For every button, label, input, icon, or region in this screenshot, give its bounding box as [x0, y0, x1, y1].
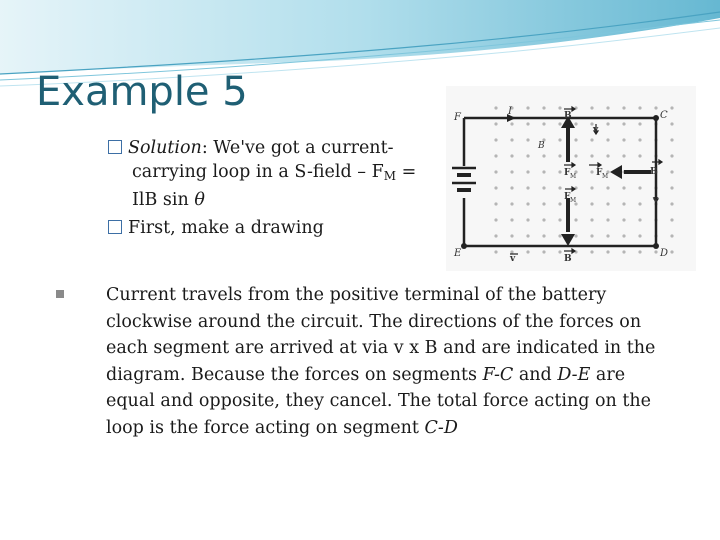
field-dot	[622, 202, 625, 205]
field-dot	[670, 202, 673, 205]
field-dot	[526, 234, 529, 237]
label-I: I	[508, 106, 512, 117]
field-dot	[510, 218, 513, 221]
label-C: C	[660, 110, 668, 121]
field-dot	[638, 218, 641, 221]
field-dot	[606, 138, 609, 141]
field-dot	[670, 106, 673, 109]
field-dot	[558, 170, 561, 173]
field-dot	[558, 250, 561, 253]
label-B-top: B	[564, 111, 572, 121]
label-v-top: v	[593, 125, 599, 135]
field-dot	[574, 122, 577, 125]
field-dot	[638, 154, 641, 157]
field-dot	[670, 138, 673, 141]
label-B-bottom: B	[564, 254, 572, 264]
field-dot	[510, 202, 513, 205]
field-dot	[494, 154, 497, 157]
field-dot	[638, 138, 641, 141]
field-dot	[558, 186, 561, 189]
field-dot	[622, 250, 625, 253]
field-dot	[526, 218, 529, 221]
field-dot	[574, 234, 577, 237]
field-dot	[606, 106, 609, 109]
field-dot	[638, 234, 641, 237]
slide-title: Example 5	[36, 69, 248, 115]
bullet-marker	[108, 220, 122, 234]
field-dot	[622, 186, 625, 189]
drawing-text: First, make a drawing	[128, 218, 324, 238]
field-dot	[590, 154, 593, 157]
field-dot	[542, 186, 545, 189]
solution-text: : We've got a current-carrying loop in a S-field – F	[132, 138, 394, 182]
field-dot	[590, 106, 593, 109]
field-dot	[526, 122, 529, 125]
field-dot	[670, 234, 673, 237]
field-dot	[606, 202, 609, 205]
field-dot	[670, 122, 673, 125]
field-dot	[670, 170, 673, 173]
field-dot	[574, 138, 577, 141]
label-FM-center-sub: M	[570, 197, 577, 204]
field-dot	[510, 154, 513, 157]
field-dot	[622, 154, 625, 157]
label-B: B	[538, 141, 545, 151]
field-dot	[494, 122, 497, 125]
field-dot	[494, 234, 497, 237]
label-B-right: B	[650, 167, 658, 177]
field-dot	[590, 202, 593, 205]
label-D: D	[660, 248, 669, 259]
field-dot	[542, 202, 545, 205]
field-dot	[494, 106, 497, 109]
equation-tail: = IlB sin	[132, 162, 417, 210]
field-dot	[494, 202, 497, 205]
field-dot	[510, 186, 513, 189]
explanation-paragraph	[56, 282, 666, 441]
field-dot	[638, 250, 641, 253]
bullet-list	[108, 136, 438, 240]
field-dot	[606, 234, 609, 237]
field-dot	[558, 154, 561, 157]
field-dot	[622, 138, 625, 141]
label-FM-mid-sub: M	[602, 173, 609, 180]
field-dot	[638, 106, 641, 109]
field-dot	[638, 122, 641, 125]
field-dot	[526, 186, 529, 189]
label-F: F	[454, 112, 461, 123]
field-dot	[606, 186, 609, 189]
label-v-bottom: v	[510, 254, 516, 264]
field-dot	[670, 186, 673, 189]
label-v-right: v	[653, 195, 659, 205]
explanation-text: Current travels from the positive terminal of the battery clockwise around the circuit. The directions of the forces on each segment are arrived at via v x B and are indicated in the diagram. Because the forces on segments F-C and D-E are equal and opposite, they cancel. The total force acting on the loop is the force acting on segment C-D	[106, 285, 656, 438]
field-dot	[670, 154, 673, 157]
field-dot	[574, 218, 577, 221]
field-dot	[542, 154, 545, 157]
field-dot	[510, 234, 513, 237]
field-dot	[526, 138, 529, 141]
field-dot	[606, 122, 609, 125]
field-dot	[622, 106, 625, 109]
label-FM-mid: F	[596, 168, 603, 178]
field-dot	[638, 186, 641, 189]
field-dot	[622, 234, 625, 237]
field-dot	[542, 106, 545, 109]
field-dot	[558, 106, 561, 109]
field-dot	[622, 218, 625, 221]
field-dot	[526, 170, 529, 173]
field-dot	[606, 250, 609, 253]
field-dot	[510, 170, 513, 173]
theta-symbol: θ	[194, 190, 205, 210]
field-dot	[494, 218, 497, 221]
label-FM-left: F	[564, 168, 571, 178]
bullet-solution	[108, 136, 438, 212]
solution-label: Solution	[128, 138, 202, 158]
field-dot	[542, 170, 545, 173]
field-dot	[670, 218, 673, 221]
fm-subscript: M	[383, 169, 397, 183]
field-dot	[526, 106, 529, 109]
field-dot	[558, 218, 561, 221]
field-dot	[590, 138, 593, 141]
field-dot	[558, 202, 561, 205]
field-dot	[590, 250, 593, 253]
field-dot	[494, 138, 497, 141]
field-dot	[542, 122, 545, 125]
field-dot	[494, 186, 497, 189]
field-dot	[590, 234, 593, 237]
field-dot	[526, 202, 529, 205]
label-E: E	[454, 248, 462, 259]
field-dot	[606, 218, 609, 221]
field-dot	[654, 250, 657, 253]
field-dot	[558, 234, 561, 237]
field-dot	[654, 106, 657, 109]
bullet-marker	[108, 140, 122, 154]
field-dot	[510, 122, 513, 125]
field-dot	[542, 234, 545, 237]
field-dot	[638, 202, 641, 205]
field-dot	[558, 122, 561, 125]
field-dot	[606, 154, 609, 157]
field-dot	[590, 170, 593, 173]
field-dot	[526, 154, 529, 157]
field-dot	[510, 138, 513, 141]
field-dot	[494, 250, 497, 253]
field-dot	[494, 170, 497, 173]
field-dot	[542, 218, 545, 221]
field-dot	[622, 122, 625, 125]
label-FM-left-sub: M	[570, 173, 577, 180]
field-dot	[526, 250, 529, 253]
bullet-drawing	[108, 216, 438, 240]
field-dot	[590, 186, 593, 189]
field-dot	[590, 218, 593, 221]
field-dot	[670, 250, 673, 253]
field-dot	[542, 250, 545, 253]
label-FM-center: F	[564, 192, 571, 202]
bullet-square-icon	[56, 290, 64, 298]
field-dot	[574, 154, 577, 157]
circuit-diagram	[446, 86, 696, 271]
field-dot	[558, 138, 561, 141]
